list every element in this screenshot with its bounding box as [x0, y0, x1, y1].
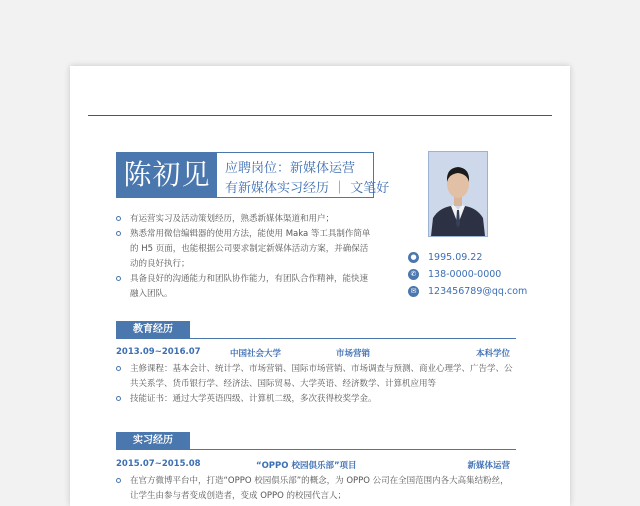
internship-section-header — [116, 432, 516, 450]
top-divider — [88, 115, 552, 116]
mail-icon: ✉ — [408, 286, 419, 297]
applied-position: 应聘岗位：新媒体运营 — [225, 161, 356, 176]
tagline: 有新媒体实习经历 ｜ 文笔好 — [225, 181, 390, 196]
major: 市场营销 — [336, 349, 371, 359]
internship-position: 新媒体运营 — [467, 461, 510, 471]
self-summary — [116, 212, 374, 302]
email-address: 123456789@qq.com — [428, 286, 528, 297]
portrait-image — [429, 152, 487, 236]
section-divider — [190, 338, 516, 339]
degree: 本科学位 — [475, 349, 510, 359]
birthday: 1995.09.22 — [428, 252, 483, 263]
education-title: 教育经历 — [116, 321, 190, 339]
summary-item: 熟悉常用微信编辑器的使用方法，能使用 Maka 等工具制作简单的 H5 页面，也能根据公司要求制定新媒体活动方案，并确保活动的良好执行； — [116, 227, 374, 272]
candidate-name: 陈初见 — [117, 153, 217, 197]
summary-item: 有运营实习及活动策划经历，熟悉新媒体渠道和用户； — [116, 212, 374, 227]
project-name: “OPPO 校园俱乐部”项目 — [256, 461, 357, 471]
summary-item: 具备良好的沟通能力和团队协作能力，有团队合作精神，能快速融入团队。 — [116, 272, 374, 302]
phone-number: 138-0000-0000 — [428, 269, 502, 280]
profile-photo — [428, 151, 488, 237]
education-details — [116, 362, 516, 407]
name-header — [116, 152, 390, 198]
education-section-header — [116, 321, 516, 339]
internship-item: 在官方微博平台中，打造“OPPO 校园俱乐部”的概念，为 OPPO 公司在全国范围内各大高集结粉丝，让学生由参与者变成创造者，变成 OPPO 的校园代言人； — [116, 474, 516, 504]
education-item: 技能证书：通过大学英语四级、计算机二级，多次获得校奖学金。 — [116, 392, 516, 407]
education-header-row — [116, 347, 516, 361]
internship-title: 实习经历 — [116, 432, 190, 450]
section-divider — [190, 449, 516, 450]
internship-date: 2015.07~2015.08 — [116, 459, 201, 469]
school-name: 中国社会大学 — [230, 349, 282, 359]
resume-page — [70, 66, 570, 506]
internship-header-row — [116, 459, 516, 473]
user-icon: ● — [408, 252, 419, 263]
education-date: 2013.09~2016.07 — [116, 347, 201, 357]
education-item: 主修课程：基本会计、统计学、市场营销、国际市场营销、市场调查与预测、商业心理学、广告学、公共关系学、货币银行学、经济法、国际贸易、大学英语、经济数学、计算机应用等 — [116, 362, 516, 392]
phone-icon: ✆ — [408, 269, 419, 280]
